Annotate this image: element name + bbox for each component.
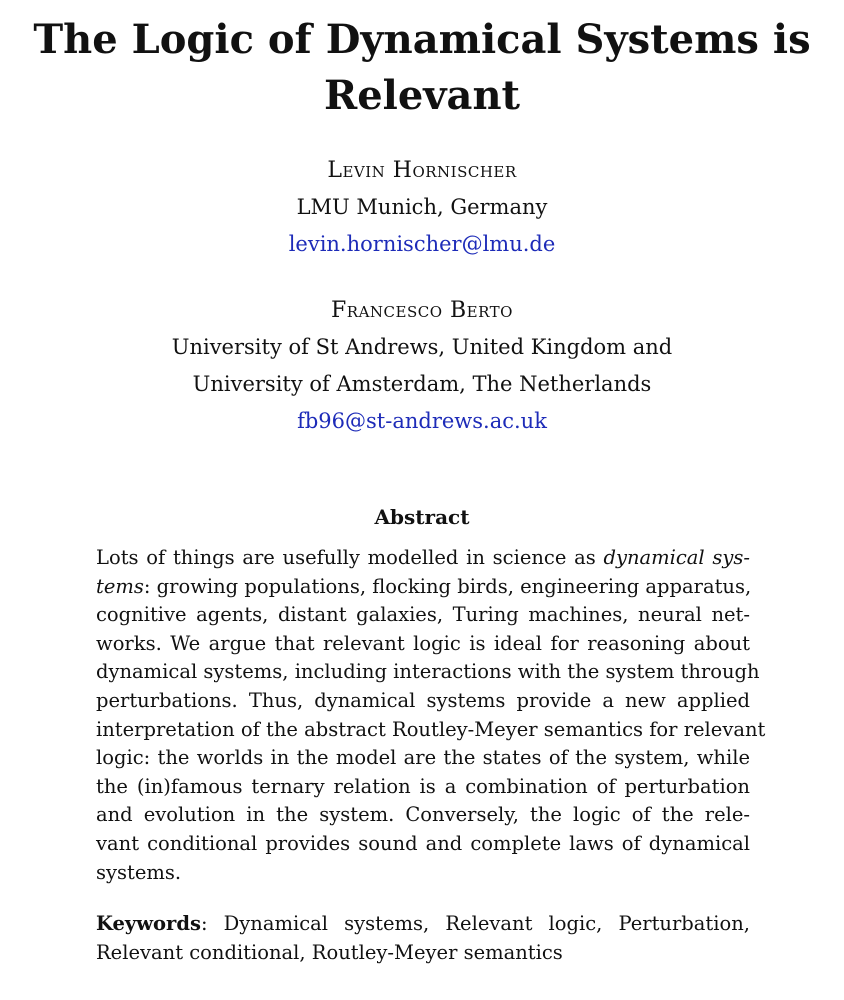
author-affiliation: LMU Munich, Germany bbox=[296, 195, 548, 219]
abstract-line: interpretation of the abstract Routley-Meyer semantics for relevant bbox=[96, 717, 766, 741]
author-email-link[interactable]: levin.hornischer@lmu.de bbox=[288, 232, 556, 256]
abstract-line: the (in)famous ternary relation is a combination of perturbation bbox=[96, 774, 750, 798]
keywords-line: Relevant conditional, Routley-Meyer semantics bbox=[96, 940, 563, 964]
abstract-line: works. We argue that relevant logic is ideal for reasoning about bbox=[96, 631, 750, 655]
abstract-line: vant conditional provides sound and complete laws of dynamical bbox=[96, 831, 750, 855]
abstract-line: perturbations. Thus, dynamical systems provide a new applied bbox=[96, 688, 750, 712]
abstract-line: Lots of things are usefully modelled in science as dynamical sys- bbox=[96, 546, 751, 569]
abstract-line: logic: the worlds in the model are the states of the system, while bbox=[96, 746, 750, 770]
paper-title-line-2: Relevant bbox=[323, 72, 521, 119]
abstract-heading: Abstract bbox=[374, 505, 470, 529]
keywords-label: Keywords bbox=[96, 912, 201, 935]
abstract-line: and evolution in the system. Conversely, the logic of the rele- bbox=[96, 803, 750, 827]
abstract-line: systems. bbox=[96, 860, 182, 884]
author-email-link[interactable]: fb96@st-andrews.ac.uk bbox=[297, 409, 547, 433]
author-block-2 bbox=[0, 292, 844, 440]
keywords-line: Keywords: Dynamical systems, Relevant logic, Perturbation, bbox=[96, 912, 750, 935]
author-name: Levin Hornischer bbox=[327, 158, 517, 183]
abstract-line: cognitive agents, distant galaxies, Turing machines, neural net- bbox=[96, 603, 750, 627]
paper-title bbox=[20, 12, 824, 124]
abstract-body bbox=[96, 544, 766, 887]
paper-title-line-1: The Logic of Dynamical Systems is bbox=[33, 16, 811, 63]
author-affiliation: University of St Andrews, United Kingdom and bbox=[171, 335, 673, 359]
author-block-1 bbox=[0, 152, 844, 263]
abstract-line: dynamical systems, including interactions with the system through bbox=[96, 660, 760, 684]
keywords bbox=[96, 910, 750, 967]
abstract-line: tems: growing populations, flocking birds, engineering apparatus, bbox=[96, 574, 752, 598]
author-name: Francesco Berto bbox=[331, 298, 513, 323]
author-affiliation: University of Amsterdam, The Netherlands bbox=[192, 372, 652, 396]
